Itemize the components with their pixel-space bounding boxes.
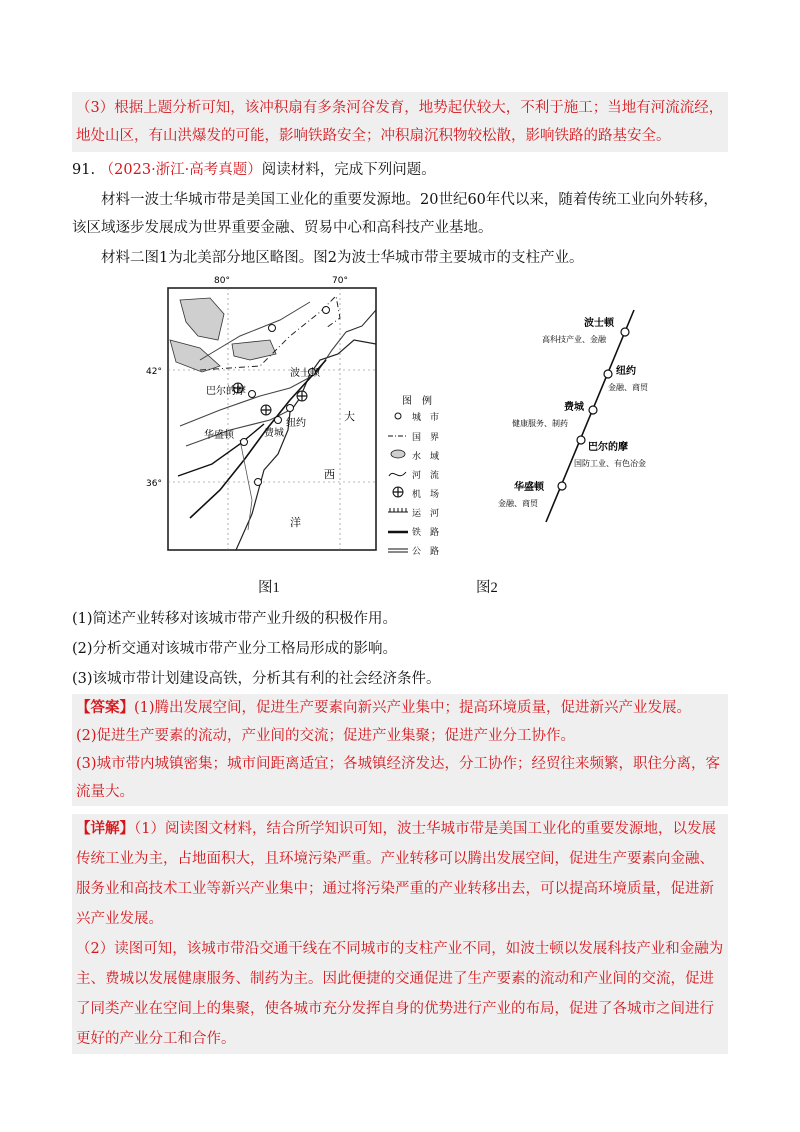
map-city-washington: 华盛顿 xyxy=(204,430,234,441)
fig2-city-marker xyxy=(589,406,597,414)
legend-water: 水 域 xyxy=(412,452,440,462)
legend-border: 国 界 xyxy=(412,433,440,443)
explain-para-1 xyxy=(76,814,724,934)
subquestion-1: (1)简述产业转移对该城市带产业升级的积极作用。 xyxy=(72,611,398,627)
previous-answer-block xyxy=(72,92,728,152)
airport-icon xyxy=(393,487,403,497)
subquestions-block xyxy=(72,604,728,694)
fig2-city-industry: 国防工业、有色冶金 xyxy=(574,459,646,468)
answer-1: (1)腾出发展空间，促进生产要素向新兴产业集中；提高环境质量，促进新兴产业发展。 xyxy=(134,700,692,716)
subquestion-2: (2)分析交通对该城市带产业分工格局形成的影响。 xyxy=(72,641,398,657)
question-block xyxy=(72,156,728,272)
airport-icon xyxy=(297,391,307,401)
question-source: （2023·浙江·高考真题） xyxy=(99,162,262,178)
map-city-newyork: 纽约 xyxy=(286,418,306,429)
legend-title: 图 例 xyxy=(402,396,432,407)
figure1-map xyxy=(140,270,460,560)
question-number: 91. xyxy=(72,162,96,178)
figure2-caption: 图2 xyxy=(476,580,498,596)
city-marker xyxy=(249,391,256,398)
lat-label-42: 42° xyxy=(146,367,162,377)
explain-1: （1）阅读图文材料，结合所学知识可知，波士华城市带是美国工业化的重要发源地，以发展传统工业为主，占地面积大，且环境污染严重。产业转移可以腾出发展空间，促进生产要素向金融、服务业和高技术工业等新兴产业集中；通过将污染严重的产业转移出去，可以提高环境质量，促进新兴产业发展。 xyxy=(76,821,716,927)
city-marker xyxy=(275,417,282,424)
map-city-philadelphia: 费城 xyxy=(264,428,284,439)
fig2-city-marker xyxy=(604,370,612,378)
lon-label-70: 70° xyxy=(332,276,348,286)
fig2-city-marker xyxy=(558,482,566,490)
legend-airport: 机 场 xyxy=(412,490,440,500)
city-marker xyxy=(241,439,248,446)
material-two: 材料二图1为北美部分地区略图。图2为波士华城市带主要城市的支柱产业。 xyxy=(101,250,584,266)
fig2-city-industry: 金融、商贸 xyxy=(608,383,648,392)
answer-tag: 【答案】 xyxy=(76,699,134,716)
legend-city: 城 市 xyxy=(412,413,440,423)
fig2-city-name: 华盛顿 xyxy=(514,482,544,493)
answer-block xyxy=(72,694,728,806)
subquestion-3: (3)该城市带计划建设高铁，分析其有利的社会经济条件。 xyxy=(72,671,441,687)
map-city-boston: 波士顿 xyxy=(290,368,320,379)
fig2-city-marker xyxy=(577,436,585,444)
question-heading xyxy=(72,156,728,184)
lon-label-80: 80° xyxy=(214,276,230,286)
previous-answer-text: （3）根据上题分析可知，该冲积扇有多条河谷发育，地势起伏较大，不利于施工；当地有河流流经，地处山区，有山洪爆发的可能，影响铁路安全；冲积扇沉积物较松散，影响铁路的路基安全。 xyxy=(76,100,724,144)
map-city-baltimore: 巴尔的摩 xyxy=(206,386,246,397)
legend-canal: 运 河 xyxy=(412,509,440,519)
fig2-city-marker xyxy=(621,328,629,336)
city-marker xyxy=(269,325,276,332)
explanation-block xyxy=(72,814,728,1054)
ocean-label: 西 xyxy=(324,468,335,481)
figure2-diagram xyxy=(480,300,650,525)
legend-river: 河 流 xyxy=(412,471,440,481)
answer-line-1 xyxy=(76,694,724,722)
explain-2: （2）读图可知，该城市带沿交通干线在不同城市的支柱产业不同，如波士顿以发展科技产业和金融为主、费城以发展健康服务、制药为主。因此便捷的交通促进了生产要素的流动和产业间的交流，促进了同类产业在空间上的集聚，使各城市充分发挥自身的优势进行产业的布局，促进了各城市之间进行更好的产业分工和合作。 xyxy=(76,941,724,1047)
city-marker xyxy=(287,405,294,412)
answer-3: (3)城市带内城镇密集；城市间距离适宜；各城镇经济发达，分工协作；经贸往来频繁，职住分离，客流量大。 xyxy=(76,756,721,800)
fig2-city-name: 波士顿 xyxy=(584,318,614,329)
legend-railway: 铁 路 xyxy=(412,528,440,538)
figure1-caption: 图1 xyxy=(258,580,280,596)
fig2-city-name: 费城 xyxy=(564,402,584,413)
legend-highway: 公 路 xyxy=(412,547,440,557)
answer-2: (2)促进生产要素的流动，产业间的交流；促进产业集聚；促进产业分工协作。 xyxy=(76,728,576,744)
lat-label-36: 36° xyxy=(146,479,162,489)
city-marker xyxy=(255,479,262,486)
material-one: 材料一波士华城市带是美国工业化的重要发源地。20世纪60年代以来，随着传统工业向外转移，该区域逐步发展成为世界重要金融、贸易中心和高科技产业基地。 xyxy=(72,192,718,236)
airport-icon xyxy=(261,405,271,415)
explain-tag: 【详解】 xyxy=(76,820,134,837)
city-marker xyxy=(323,307,330,314)
question-prompt: 阅读材料，完成下列问题。 xyxy=(261,162,436,178)
fig2-city-industry: 健康服务、制药 xyxy=(512,419,568,428)
fig2-city-name: 纽约 xyxy=(616,366,636,377)
ocean-label: 洋 xyxy=(290,516,301,529)
fig2-city-industry: 高科技产业、金融 xyxy=(542,335,606,344)
fig2-city-name: 巴尔的摩 xyxy=(588,442,628,453)
fig2-city-industry: 金融、商贸 xyxy=(498,499,538,508)
ocean-label: 大 xyxy=(344,410,355,423)
